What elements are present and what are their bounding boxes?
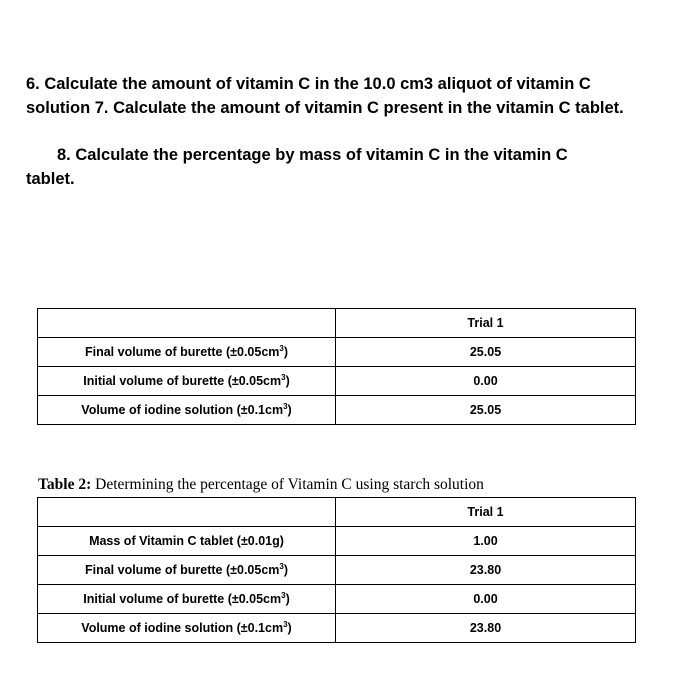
table-row bbox=[38, 396, 636, 425]
row-label: Final volume of burette $(\pm 0.05cm^3)$ bbox=[38, 338, 336, 367]
row-value: 23.80 bbox=[336, 556, 636, 585]
table-row bbox=[38, 614, 636, 643]
question-8-line-2: tablet. bbox=[26, 170, 75, 188]
row-label: Initial volume of burette $(\pm 0.05cm^3)$ bbox=[38, 585, 336, 614]
header-cell-trial: Trial 1 bbox=[336, 309, 636, 338]
row-label: Volume of iodine solution $(\pm 0.1cm^3)$ bbox=[38, 614, 336, 643]
question-8-line-1: 8. Calculate the percentage by mass of vitamin C in the vitamin C bbox=[57, 146, 568, 164]
header-cell-empty bbox=[38, 309, 336, 338]
table-header-row bbox=[38, 309, 636, 338]
row-value: 25.05 bbox=[336, 338, 636, 367]
row-value: 1.00 bbox=[336, 527, 636, 556]
row-value: 25.05 bbox=[336, 396, 636, 425]
question-6-7: 6. Calculate the amount of vitamin C in the 10.0 cm3 aliquot of vitamin C solution 7. Calculate the amount of vitamin C present in the vitamin C tablet. bbox=[26, 75, 624, 117]
row-value: 0.00 bbox=[336, 367, 636, 396]
table-row bbox=[38, 556, 636, 585]
table-row bbox=[38, 338, 636, 367]
question-8 bbox=[26, 143, 646, 191]
header-cell-empty bbox=[38, 498, 336, 527]
row-label: Mass of Vitamin C tablet (±0.01g) bbox=[38, 527, 336, 556]
table-row bbox=[38, 527, 636, 556]
table-1 bbox=[37, 308, 636, 425]
table-row bbox=[38, 585, 636, 614]
table-row bbox=[38, 367, 636, 396]
row-value: 23.80 bbox=[336, 614, 636, 643]
row-label: Initial volume of burette $(\pm 0.05cm^3)$ bbox=[38, 367, 336, 396]
table-2 bbox=[37, 497, 636, 643]
caption-label: Table 2: bbox=[38, 476, 92, 493]
row-label: Volume of iodine solution $(\pm 0.1cm^3)$ bbox=[38, 396, 336, 425]
caption-text: Determining the percentage of Vitamin C using starch solution bbox=[91, 476, 484, 493]
questions-block bbox=[26, 72, 646, 191]
row-label: Final volume of burette $(\pm 0.05cm^3)$ bbox=[38, 556, 336, 585]
row-value: 0.00 bbox=[336, 585, 636, 614]
header-cell-trial: Trial 1 bbox=[336, 498, 636, 527]
table-header-row bbox=[38, 498, 636, 527]
table-2-caption bbox=[38, 476, 484, 494]
